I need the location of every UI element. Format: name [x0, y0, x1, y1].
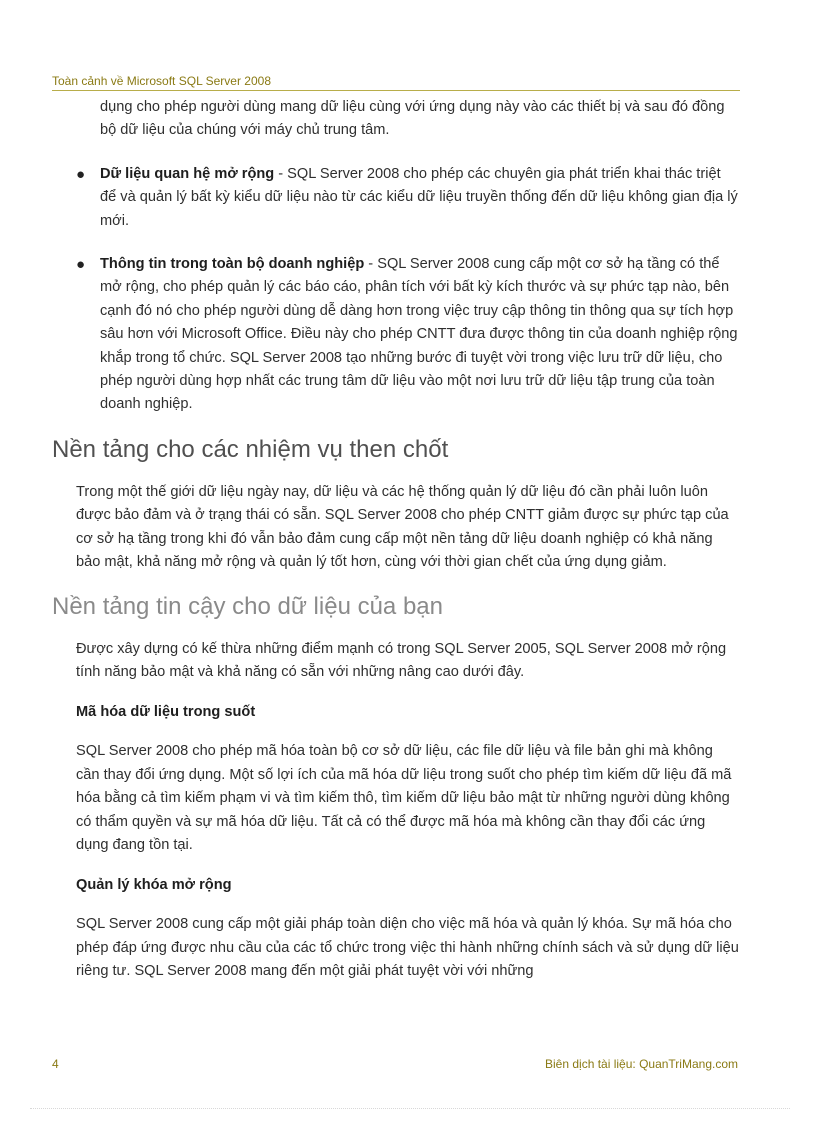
section-heading-trusted-platform: Nền tảng tin cậy cho dữ liệu của bạn [52, 592, 443, 620]
page-bottom-divider [30, 1108, 790, 1109]
bullet-text [100, 253, 740, 417]
page-content [52, 96, 740, 984]
running-header: Toàn cảnh về Microsoft SQL Server 2008 [52, 74, 271, 88]
footer-credit: Biên dịch tài liệu: QuanTriMang.com [545, 1057, 738, 1071]
bullet-term: Dữ liệu quan hệ mở rộng [100, 165, 275, 182]
header-rule [52, 90, 740, 91]
bullet-dot-icon: ● [76, 256, 86, 274]
bullet-dot-icon: ● [76, 165, 86, 183]
subheading-transparent-encryption: Mã hóa dữ liệu trong suốt [76, 704, 256, 721]
section-heading-mission-critical: Nền tảng cho các nhiệm vụ then chốt [52, 435, 449, 463]
bullet-term: Thông tin trong toàn bộ doanh nghiệp [100, 256, 365, 273]
section-paragraph: Trong một thế giới dữ liệu ngày nay, dữ liệu và các hệ thống quản lý dữ liệu đó cần phải luôn luôn được bảo đảm và ở trạng thái có sẵn. SQL Server 2008 cho phép CNTT giảm được sự phức tạp của cơ sở hạ tầng trong khi đó vẫn bảo đảm cung cấp một nền tảng dữ liệu doanh nghiệp có khả năng bảo mật, khả năng mở rộng và quản lý tốt hơn, cùng với thời gian chết của ứng dụng giảm. [76, 483, 729, 571]
bullet-description: - SQL Server 2008 cho phép các chuyên gia phát triển khai thác triệt để và quản lý bất kỳ kiểu dữ liệu nào từ các kiểu dữ liệu truyền thống đến dữ liệu không gian địa lý mới. [100, 165, 738, 229]
section-intro-paragraph: Được xây dựng có kế thừa những điểm mạnh có trong SQL Server 2005, SQL Server 2008 mở rộng tính năng bảo mật và khả năng có sẵn với những nâng cao dưới đây. [76, 640, 727, 680]
continuation-paragraph: dụng cho phép người dùng mang dữ liệu cùng với ứng dụng này vào các thiết bị và sau đó đồng bộ dữ liệu của chúng với máy chủ trung tâm. [100, 99, 725, 139]
bullet-item [52, 163, 740, 233]
bullet-description: - SQL Server 2008 cung cấp một cơ sở hạ tầng có thể mở rộng, cho phép quản lý các báo cáo, phân tích với bất kỳ kích thước và sự phức tạp nào, bên cạnh đó nó cho phép người dùng dễ dàng hơn trong việc truy cập thông tin thông qua sự tích hợp sâu hơn với Microsoft Office. Điều này cho phép CNTT đưa được thông tin của doanh nghiệp rộng khắp trong tổ chức. SQL Server 2008 tạo những bước đi tuyệt vời trong việc lưu trữ dữ liệu, cho phép người dùng hợp nhất các trung tâm dữ liệu vào một nơi lưu trữ dữ liệu tập trung của toàn doanh nghiệp. [100, 256, 738, 413]
bullet-item [52, 253, 740, 417]
bullet-text [100, 163, 740, 233]
subsection-paragraph: SQL Server 2008 cung cấp một giải pháp toàn diện cho việc mã hóa và quản lý khóa. Sự mã hóa cho phép đáp ứng được nhu cầu của các tổ chức trong việc thi hành những chính sách và sử dụng dữ liệu riêng tư. SQL Server 2008 mang đến một giải phát tuyệt vời với những [76, 916, 739, 980]
subsection-paragraph: SQL Server 2008 cho phép mã hóa toàn bộ cơ sở dữ liệu, các file dữ liệu và file bản ghi mà không cần thay đổi ứng dụng. Một số lợi ích của mã hóa dữ liệu trong suốt cho phép tìm kiếm dữ liệu đã mã hóa bằng cả tìm kiếm phạm vi và tìm kiếm thô, tìm kiếm dữ liệu bảo mật từ những người dùng không có thẩm quyền và sự mã hóa dữ liệu. Tất cả có thể được mã hóa mà không cần thay đổi các ứng dụng đang tồn tại. [76, 743, 732, 853]
page-number: 4 [52, 1057, 59, 1071]
subheading-key-management: Quản lý khóa mở rộng [76, 877, 232, 894]
